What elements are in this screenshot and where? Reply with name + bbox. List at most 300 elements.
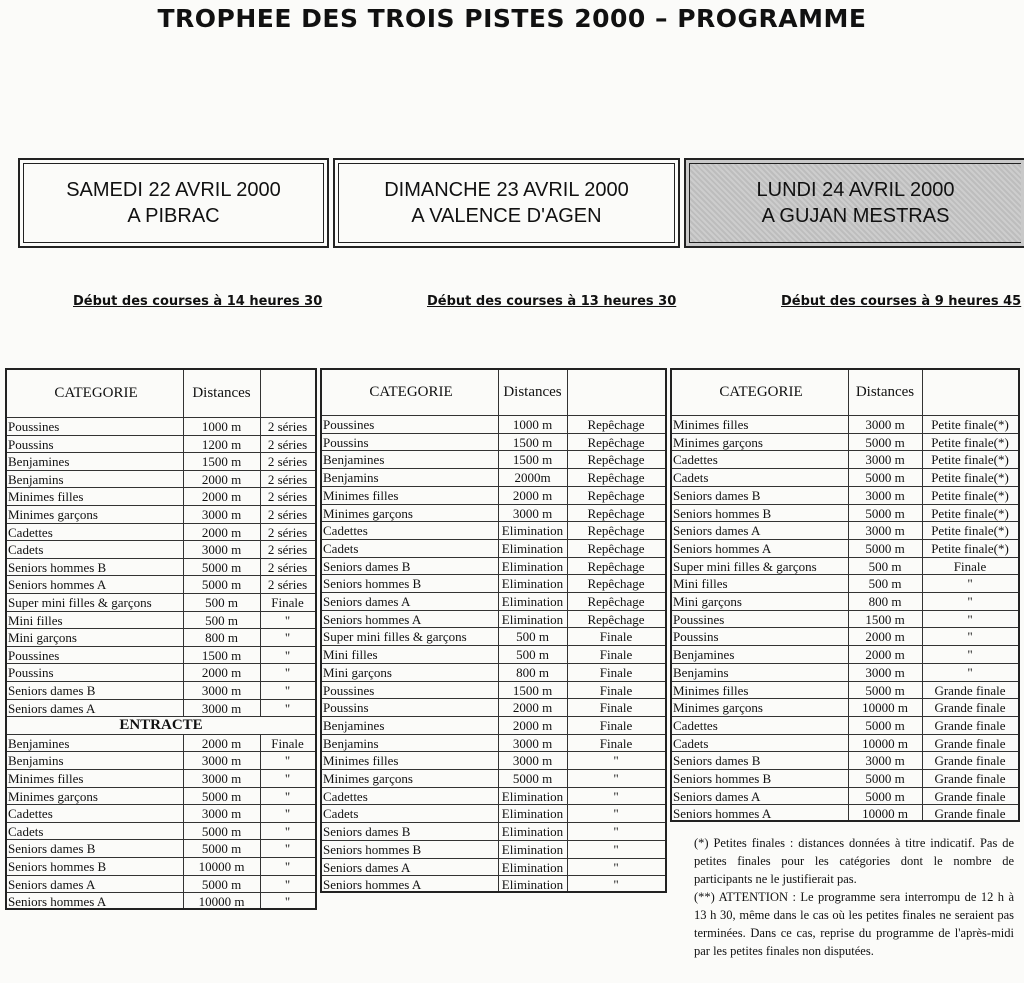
cell-type: " bbox=[967, 647, 973, 663]
cell-type: " bbox=[967, 594, 973, 609]
cell-categorie: Benjamins bbox=[673, 664, 729, 680]
cell-categorie: Minimes filles bbox=[323, 753, 399, 769]
cell-categorie: Cadettes bbox=[673, 717, 718, 733]
cell-type: 2 séries bbox=[267, 454, 308, 470]
cell-distance: 2000 m bbox=[512, 487, 553, 503]
cell-categorie: Poussines bbox=[323, 417, 375, 432]
cell-distance: 3000 m bbox=[201, 700, 242, 716]
cell-type: " bbox=[284, 788, 291, 804]
cell-categorie: Seniors hommes B bbox=[673, 771, 772, 786]
table-row bbox=[7, 822, 315, 840]
cell-distance: Elimination bbox=[501, 859, 564, 875]
cell-type: Finale bbox=[599, 664, 633, 680]
cell-type: Petite finale(*) bbox=[931, 487, 1009, 503]
cell-type: " bbox=[284, 823, 291, 839]
cell-distance: Elimination bbox=[501, 558, 564, 574]
cell-type: Petite finale(*) bbox=[931, 523, 1009, 539]
table-row bbox=[322, 557, 665, 575]
table-row bbox=[672, 751, 1018, 769]
cell-categorie: Super mini filles & garçons bbox=[323, 629, 467, 645]
cell-categorie: Mini filles bbox=[8, 612, 63, 628]
table-row bbox=[7, 875, 315, 893]
cell-type: Grande finale bbox=[934, 682, 1006, 698]
table-row bbox=[7, 417, 315, 435]
cell-type: " bbox=[284, 806, 291, 822]
cell-categorie: Seniors dames B bbox=[8, 683, 96, 698]
cell-type: 2 séries bbox=[267, 507, 308, 522]
cell-categorie: Cadets bbox=[323, 806, 359, 822]
cell-type: Grande finale bbox=[934, 700, 1006, 716]
table-row bbox=[7, 857, 315, 875]
day-date: SAMEDI 22 AVRIL 2000 bbox=[66, 179, 281, 201]
cell-categorie: Cadets bbox=[673, 470, 709, 486]
cell-type: " bbox=[284, 841, 291, 857]
table-row bbox=[322, 433, 665, 451]
cell-type: " bbox=[284, 700, 291, 716]
cell-type: " bbox=[967, 611, 973, 627]
table-row bbox=[7, 699, 315, 717]
cell-categorie: Minimes garçons bbox=[323, 771, 413, 786]
header-distances: Distances bbox=[192, 385, 251, 401]
cell-categorie: Minimes filles bbox=[8, 489, 84, 505]
cell-categorie: Benjamins bbox=[8, 753, 64, 769]
table-row bbox=[7, 540, 315, 558]
cell-distance: 800 m bbox=[868, 594, 902, 609]
cell-categorie: Poussines bbox=[323, 682, 375, 698]
table-row bbox=[322, 769, 665, 787]
cell-type: Grande finale bbox=[934, 806, 1006, 822]
cell-type: Grande finale bbox=[934, 735, 1006, 751]
cell-categorie: Mini filles bbox=[323, 647, 378, 663]
column-divider bbox=[260, 370, 261, 716]
column-divider bbox=[498, 370, 499, 891]
cell-distance: 800 m bbox=[205, 630, 238, 646]
cell-distance: 3000 m bbox=[512, 735, 553, 751]
day-venue: A PIBRAC bbox=[127, 205, 220, 227]
cell-distance: 1500 m bbox=[201, 454, 242, 470]
cell-type: 2 séries bbox=[267, 524, 308, 540]
cell-categorie: Seniors hommes A bbox=[673, 806, 772, 822]
day-date: LUNDI 24 AVRIL 2000 bbox=[756, 179, 955, 201]
cell-categorie: Benjamines bbox=[8, 454, 70, 470]
cell-categorie: Seniors dames B bbox=[8, 841, 96, 857]
cell-type: Finale bbox=[271, 735, 304, 751]
cell-distance: 2000m bbox=[514, 470, 551, 486]
cell-categorie: Poussines bbox=[8, 647, 60, 663]
cell-distance: 5000 m bbox=[201, 876, 242, 892]
cell-distance: 5000 m bbox=[865, 540, 905, 556]
cell-distance: 3000 m bbox=[512, 753, 553, 769]
cell-distance: 5000 m bbox=[201, 577, 242, 593]
cell-categorie: Seniors dames A bbox=[8, 700, 96, 716]
cell-distance: 2000 m bbox=[865, 629, 905, 645]
cell-type: " bbox=[284, 630, 291, 646]
cell-type: " bbox=[613, 877, 619, 893]
cell-type: " bbox=[284, 876, 291, 892]
cell-type: 2 séries bbox=[267, 559, 308, 575]
table-row bbox=[322, 804, 665, 822]
table-row bbox=[322, 681, 665, 699]
cell-categorie: Cadettes bbox=[673, 452, 718, 468]
table-row bbox=[322, 875, 665, 893]
table-row bbox=[322, 415, 665, 433]
cell-categorie: Super mini filles & garçons bbox=[673, 558, 817, 574]
cell-distance: 3000 m bbox=[865, 523, 905, 539]
cell-distance: 2000 m bbox=[865, 647, 905, 663]
program-table-monday bbox=[670, 368, 1020, 822]
cell-type: Finale bbox=[599, 717, 633, 733]
table-row bbox=[672, 574, 1018, 592]
cell-type: Grande finale bbox=[934, 771, 1006, 786]
cell-categorie: Benjamins bbox=[8, 471, 64, 487]
table-row bbox=[672, 681, 1018, 699]
cell-categorie: Seniors hommes A bbox=[673, 540, 772, 556]
cell-categorie: Cadets bbox=[8, 823, 44, 839]
cell-categorie: Cadets bbox=[323, 540, 359, 556]
table-row bbox=[672, 415, 1018, 433]
cell-distance: 2000 m bbox=[201, 489, 242, 505]
cell-distance: 3000 m bbox=[201, 542, 242, 558]
cell-type: " bbox=[967, 664, 973, 680]
table-row bbox=[7, 663, 315, 681]
cell-distance: Elimination bbox=[501, 611, 564, 627]
cell-categorie: Seniors dames A bbox=[323, 859, 411, 875]
cell-type: 2 séries bbox=[267, 471, 308, 487]
cell-distance: 1500 m bbox=[512, 452, 553, 468]
entracte-label: ENTRACTE bbox=[119, 717, 203, 734]
table-row bbox=[672, 645, 1018, 663]
cell-distance: 2000 m bbox=[201, 471, 242, 487]
table-header bbox=[7, 370, 315, 417]
table-row bbox=[672, 521, 1018, 539]
cell-distance: Elimination bbox=[501, 594, 564, 609]
start-time-sunday: Début des courses à 13 heures 30 bbox=[427, 294, 677, 309]
entracte-row bbox=[7, 716, 315, 734]
column-divider bbox=[848, 370, 849, 820]
table-row bbox=[322, 610, 665, 628]
cell-categorie: Mini filles bbox=[673, 576, 728, 592]
table-row bbox=[672, 557, 1018, 575]
cell-type: Repêchage bbox=[587, 487, 645, 503]
table-header bbox=[322, 370, 665, 415]
cell-categorie: Seniors dames A bbox=[673, 788, 761, 804]
cell-distance: 5000 m bbox=[865, 470, 905, 486]
table-row bbox=[7, 681, 315, 699]
cell-type: 2 séries bbox=[267, 489, 308, 505]
cell-categorie: Minimes garçons bbox=[673, 434, 763, 450]
cell-categorie: Seniors dames B bbox=[673, 487, 761, 503]
table-row bbox=[322, 627, 665, 645]
cell-type: Repêchage bbox=[587, 523, 645, 539]
cell-categorie: Benjamines bbox=[323, 717, 385, 733]
cell-type: Finale bbox=[271, 595, 304, 610]
page-title: TROPHEE DES TROIS PISTES 2000 – PROGRAMME bbox=[157, 4, 867, 33]
cell-type: " bbox=[284, 771, 291, 786]
cell-type: Petite finale(*) bbox=[931, 470, 1009, 486]
cell-categorie: Poussins bbox=[673, 629, 719, 645]
table-row bbox=[7, 558, 315, 576]
cell-type: " bbox=[284, 612, 291, 628]
program-table-saturday bbox=[5, 368, 317, 910]
table-row bbox=[672, 539, 1018, 557]
cell-distance: 5000 m bbox=[201, 788, 242, 804]
cell-distance: 5000 m bbox=[201, 559, 242, 575]
cell-categorie: Seniors hommes A bbox=[8, 894, 107, 910]
cell-categorie: Seniors hommes B bbox=[8, 859, 107, 874]
cell-categorie: Minimes filles bbox=[323, 487, 399, 503]
cell-type: Petite finale(*) bbox=[931, 434, 1009, 450]
cell-categorie: Poussins bbox=[8, 665, 54, 681]
cell-categorie: Cadets bbox=[8, 542, 44, 558]
table-row bbox=[7, 892, 315, 910]
cell-categorie: Cadettes bbox=[323, 523, 368, 539]
cell-type: " bbox=[284, 683, 291, 698]
cell-type: " bbox=[967, 629, 973, 645]
cell-categorie: Minimes filles bbox=[673, 417, 749, 432]
table-row bbox=[7, 452, 315, 470]
day-venue: A VALENCE D'AGEN bbox=[411, 205, 602, 227]
cell-type: Repêchage bbox=[587, 558, 645, 574]
table-row bbox=[7, 628, 315, 646]
cell-type: Finale bbox=[599, 629, 633, 645]
cell-type: Repêchage bbox=[587, 505, 645, 521]
table-row bbox=[322, 645, 665, 663]
table-row bbox=[7, 575, 315, 593]
column-divider bbox=[183, 370, 184, 716]
table-row bbox=[322, 486, 665, 504]
table-row bbox=[7, 470, 315, 488]
table-row bbox=[672, 486, 1018, 504]
cell-categorie: Mini garçons bbox=[323, 664, 392, 680]
table-row bbox=[322, 574, 665, 592]
cell-categorie: Seniors hommes A bbox=[323, 611, 422, 627]
cell-categorie: Seniors dames B bbox=[323, 558, 411, 574]
table-row bbox=[672, 787, 1018, 805]
cell-type: " bbox=[613, 824, 619, 840]
table-row bbox=[322, 734, 665, 752]
cell-distance: 10000 m bbox=[862, 700, 908, 716]
cell-categorie: Seniors hommes B bbox=[673, 505, 772, 521]
table-row bbox=[322, 698, 665, 716]
cell-categorie: Benjamines bbox=[323, 452, 385, 468]
cell-distance: 10000 m bbox=[862, 806, 908, 822]
cell-distance: 2000 m bbox=[201, 665, 242, 681]
cell-distance: Elimination bbox=[501, 841, 564, 857]
cell-type: " bbox=[284, 859, 291, 874]
table-row bbox=[322, 539, 665, 557]
cell-type: " bbox=[967, 576, 973, 592]
cell-distance: 2000 m bbox=[201, 735, 242, 751]
table-row bbox=[7, 646, 315, 664]
table-row bbox=[672, 468, 1018, 486]
table-row bbox=[672, 663, 1018, 681]
table-row bbox=[672, 769, 1018, 787]
table-row bbox=[672, 504, 1018, 522]
cell-type: " bbox=[284, 753, 291, 769]
cell-distance: Elimination bbox=[501, 806, 564, 822]
cell-categorie: Seniors dames B bbox=[673, 753, 761, 769]
cell-distance: Elimination bbox=[501, 788, 564, 804]
cell-type: Repêchage bbox=[587, 611, 645, 627]
cell-type: Repêchage bbox=[587, 470, 645, 486]
cell-type: Repêchage bbox=[587, 540, 645, 556]
cell-categorie: Seniors dames A bbox=[673, 523, 761, 539]
cell-distance: 3000 m bbox=[865, 452, 905, 468]
cell-type: Grande finale bbox=[934, 717, 1006, 733]
cell-categorie: Poussins bbox=[323, 434, 369, 450]
column-divider bbox=[183, 734, 184, 908]
cell-distance: Elimination bbox=[501, 540, 564, 556]
table-row bbox=[7, 804, 315, 822]
cell-distance: 1200 m bbox=[201, 436, 242, 452]
cell-distance: Elimination bbox=[501, 523, 564, 539]
cell-distance: 800 m bbox=[516, 664, 549, 680]
table-row bbox=[672, 698, 1018, 716]
column-divider bbox=[260, 734, 261, 908]
cell-distance: 5000 m bbox=[512, 771, 553, 786]
cell-type: Petite finale(*) bbox=[931, 417, 1009, 432]
cell-type: Finale bbox=[599, 682, 633, 698]
footnote-petites-finales: (*) Petites finales : distances données à titre indicatif. Pas de petites finales pour les catégories dont le nombre de participants ne le justifierait pas. bbox=[694, 836, 1014, 886]
cell-type: Repêchage bbox=[587, 576, 645, 592]
cell-type: Finale bbox=[599, 735, 633, 751]
cell-categorie: Seniors hommes B bbox=[8, 559, 107, 575]
cell-categorie: Minimes filles bbox=[8, 771, 84, 786]
cell-distance: 500 m bbox=[868, 576, 902, 592]
table-row bbox=[7, 593, 315, 611]
cell-distance: 1500 m bbox=[512, 682, 553, 698]
cell-distance: 5000 m bbox=[865, 771, 905, 786]
table-row bbox=[7, 611, 315, 629]
header-distances: Distances bbox=[855, 384, 915, 400]
day-box-monday bbox=[684, 158, 1024, 248]
table-row bbox=[672, 804, 1018, 822]
cell-distance: 3000 m bbox=[201, 771, 242, 786]
cell-distance: 5000 m bbox=[201, 823, 242, 839]
cell-distance: 500 m bbox=[516, 629, 549, 645]
table-row bbox=[7, 523, 315, 541]
cell-categorie: Poussines bbox=[8, 419, 60, 434]
table-row bbox=[672, 734, 1018, 752]
cell-categorie: Seniors hommes B bbox=[323, 576, 422, 592]
cell-distance: 1000 m bbox=[201, 419, 242, 434]
cell-distance: 3000 m bbox=[865, 417, 905, 432]
cell-type: Petite finale(*) bbox=[931, 505, 1009, 521]
day-venue: A GUJAN MESTRAS bbox=[761, 205, 950, 227]
table-row bbox=[322, 751, 665, 769]
table-row bbox=[7, 787, 315, 805]
cell-distance: 5000 m bbox=[201, 841, 242, 857]
column-divider bbox=[567, 370, 568, 891]
cell-categorie: Super mini filles & garçons bbox=[8, 595, 152, 610]
cell-categorie: Cadettes bbox=[323, 788, 368, 804]
cell-type: Repêchage bbox=[587, 452, 645, 468]
table-row bbox=[322, 468, 665, 486]
cell-distance: 1000 m bbox=[512, 417, 553, 432]
cell-distance: 2000 m bbox=[512, 700, 553, 716]
cell-categorie: Mini garçons bbox=[673, 594, 742, 609]
table-row bbox=[7, 435, 315, 453]
table-row bbox=[7, 839, 315, 857]
cell-type: 2 séries bbox=[267, 542, 308, 558]
table-row bbox=[672, 433, 1018, 451]
cell-distance: 10000 m bbox=[862, 735, 908, 751]
cell-categorie: Cadettes bbox=[8, 524, 53, 540]
program-table-sunday bbox=[320, 368, 667, 893]
cell-distance: 500 m bbox=[516, 647, 549, 663]
cell-distance: 1500 m bbox=[201, 647, 242, 663]
cell-type: " bbox=[613, 753, 619, 769]
cell-categorie: Benjamines bbox=[8, 735, 70, 751]
cell-distance: 3000 m bbox=[865, 753, 905, 769]
table-row bbox=[7, 769, 315, 787]
cell-distance: 10000 m bbox=[198, 859, 245, 874]
cell-categorie: Poussins bbox=[323, 700, 369, 716]
table-row bbox=[672, 627, 1018, 645]
cell-type: 2 séries bbox=[267, 436, 308, 452]
header-categorie: CATEGORIE bbox=[54, 385, 138, 401]
cell-categorie: Poussins bbox=[8, 436, 54, 452]
table-row bbox=[7, 505, 315, 523]
cell-type: Finale bbox=[599, 647, 633, 663]
cell-categorie: Minimes garçons bbox=[323, 505, 413, 521]
footnotes bbox=[694, 834, 1014, 960]
cell-distance: 5000 m bbox=[865, 434, 905, 450]
header-categorie: CATEGORIE bbox=[369, 384, 453, 400]
cell-categorie: Cadettes bbox=[8, 806, 53, 822]
cell-type: " bbox=[613, 841, 619, 857]
cell-type: Repêchage bbox=[587, 417, 645, 432]
table-row bbox=[322, 504, 665, 522]
cell-categorie: Seniors dames A bbox=[8, 876, 96, 892]
cell-type: Repêchage bbox=[587, 434, 645, 450]
cell-categorie: Minimes filles bbox=[673, 682, 749, 698]
cell-distance: 5000 m bbox=[865, 505, 905, 521]
table-row bbox=[322, 663, 665, 681]
cell-distance: 3000 m bbox=[201, 683, 242, 698]
cell-categorie: Minimes garçons bbox=[673, 700, 763, 716]
cell-type: " bbox=[613, 859, 619, 875]
day-box-sunday bbox=[333, 158, 680, 248]
table-row bbox=[7, 751, 315, 769]
table-row bbox=[322, 716, 665, 734]
cell-type: " bbox=[613, 771, 619, 786]
cell-categorie: Cadets bbox=[673, 735, 709, 751]
table-row bbox=[322, 450, 665, 468]
cell-categorie: Seniors hommes B bbox=[323, 841, 422, 857]
cell-type: Petite finale(*) bbox=[931, 452, 1009, 468]
cell-distance: 5000 m bbox=[865, 717, 905, 733]
cell-distance: 3000 m bbox=[865, 664, 905, 680]
cell-type: " bbox=[613, 806, 619, 822]
table-row bbox=[322, 787, 665, 805]
cell-categorie: Minimes garçons bbox=[8, 788, 98, 804]
table-row bbox=[672, 610, 1018, 628]
cell-type: Petite finale(*) bbox=[931, 540, 1009, 556]
cell-categorie: Benjamins bbox=[323, 470, 379, 486]
cell-distance: Elimination bbox=[501, 576, 564, 592]
cell-categorie: Poussines bbox=[673, 611, 725, 627]
cell-distance: 3000 m bbox=[201, 507, 242, 522]
cell-categorie: Seniors dames A bbox=[323, 594, 411, 609]
cell-distance: 500 m bbox=[205, 612, 238, 628]
day-date: DIMANCHE 23 AVRIL 2000 bbox=[384, 179, 629, 201]
cell-type: Grande finale bbox=[934, 753, 1006, 769]
cell-distance: 3000 m bbox=[201, 806, 242, 822]
table-row bbox=[7, 487, 315, 505]
cell-distance: 3000 m bbox=[201, 753, 242, 769]
cell-type: Finale bbox=[599, 700, 633, 716]
